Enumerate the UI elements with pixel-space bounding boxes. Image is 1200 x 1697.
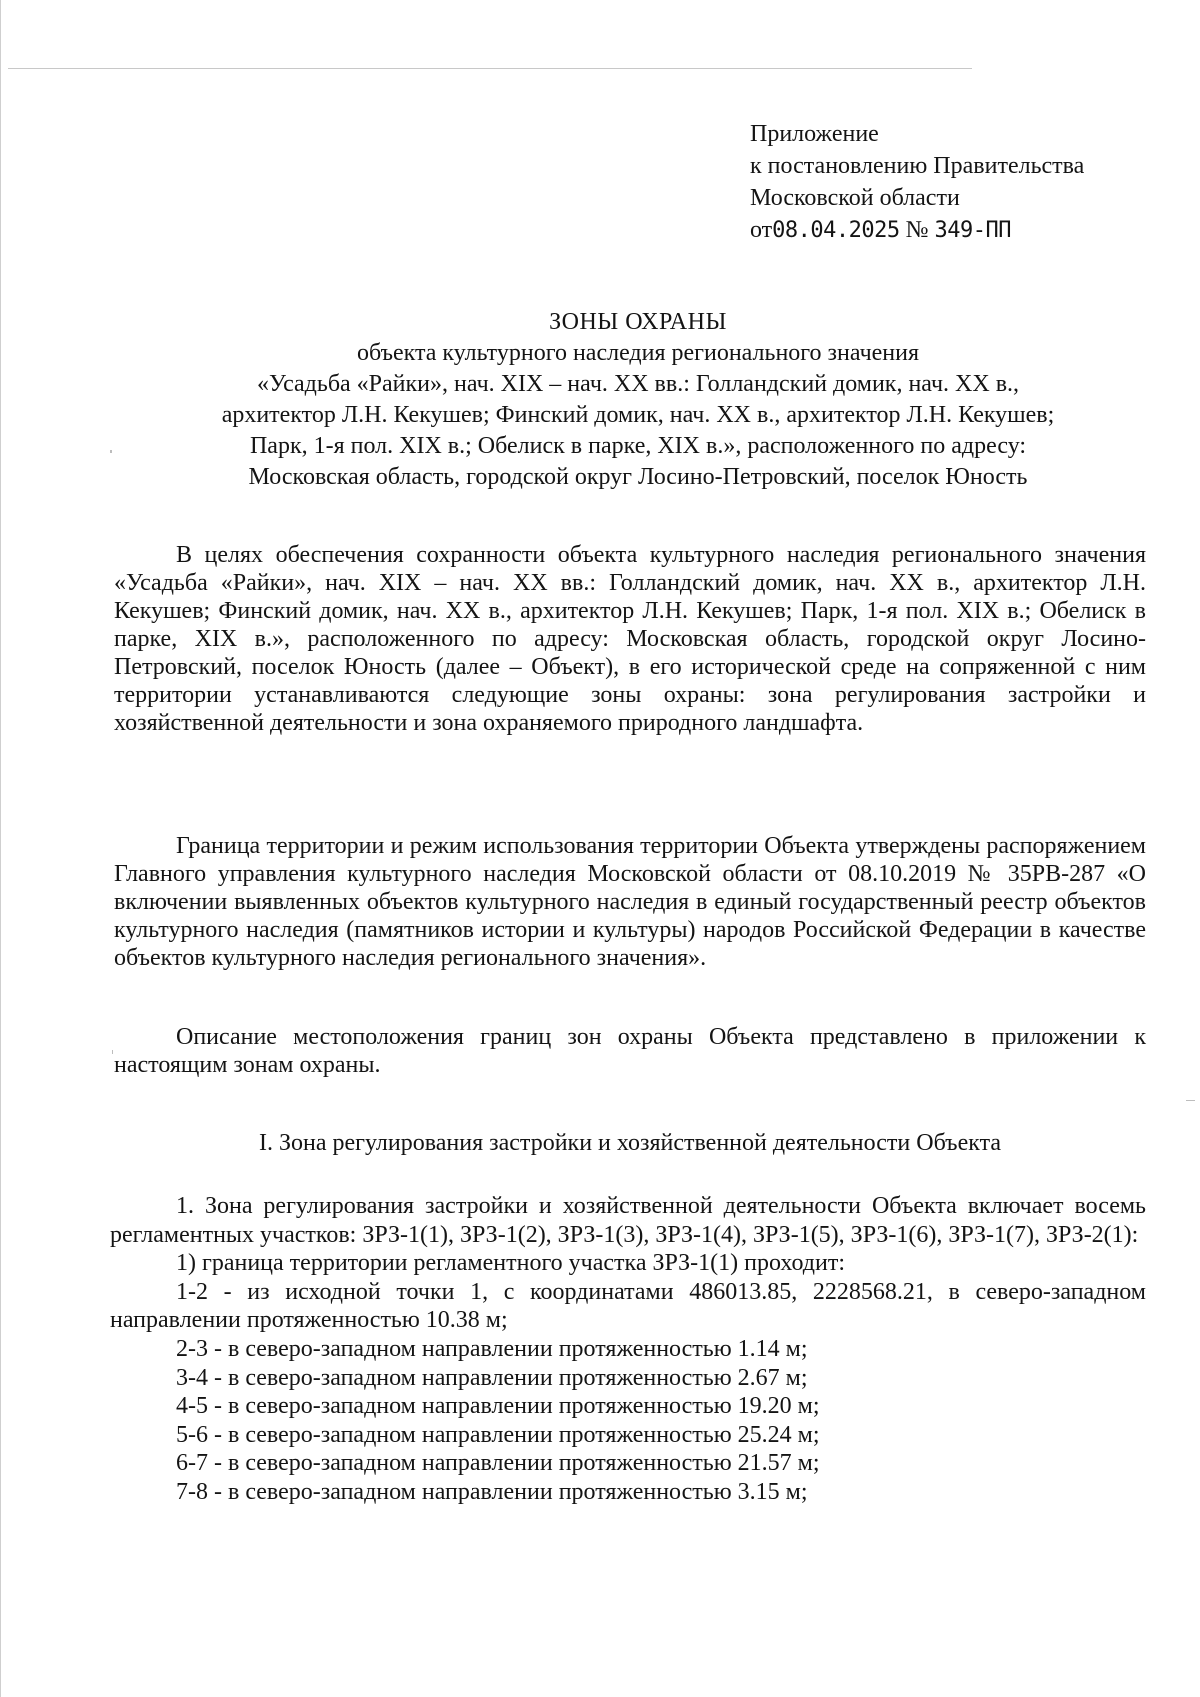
appendix-date-line bbox=[750, 214, 1084, 247]
description-paragraph bbox=[114, 1023, 1146, 1079]
clause: 1. Зона регулирования застройки и хозяйственной деятельности Объекта включает восемь регламентных участков: ЗРЗ-1(1), ЗРЗ-1(2), ЗРЗ-1(3), ЗРЗ-1(4), ЗРЗ-1(5), ЗРЗ-1(6), ЗРЗ-1(7), ЗРЗ-2(1): bbox=[110, 1193, 1146, 1248]
title-line: архитектор Л.Н. Кекушев; Финский домик, нач. XX в., архитектор Л.Н. Кекушев; bbox=[221, 402, 1055, 428]
appendix-resolution-line: к постановлению Правительства bbox=[750, 153, 1085, 179]
boundary-paragraph bbox=[114, 832, 1146, 972]
appendix-header bbox=[750, 118, 1084, 247]
title-line: Московская область, городской округ Лосино-Петровский, поселок Юность bbox=[248, 464, 1028, 490]
clause: 5-6 - в северо-западном направлении протяженностью 25.24 м; bbox=[176, 1421, 820, 1448]
date-prefix: от bbox=[750, 217, 773, 243]
header-rule bbox=[8, 68, 972, 69]
scan-speck bbox=[1186, 1100, 1195, 1101]
document-title bbox=[140, 307, 1136, 493]
title-line: объекта культурного наследия регионального значения bbox=[356, 340, 920, 366]
scan-speck bbox=[112, 1050, 113, 1054]
appendix-label: Приложение bbox=[750, 121, 879, 147]
clause: 6-7 - в северо-западном направлении протяженностью 21.57 м; bbox=[176, 1450, 820, 1477]
clause-list bbox=[110, 1192, 1146, 1507]
number-sign: № bbox=[905, 217, 929, 243]
clause: 4-5 - в северо-западном направлении протяженностью 19.20 м; bbox=[176, 1393, 820, 1420]
clause: 3-4 - в северо-западном направлении протяженностью 2.67 м; bbox=[176, 1364, 808, 1391]
resolution-number: 349-ПП bbox=[934, 218, 1012, 243]
clause: 1-2 - из исходной точки 1, с координатами 486013.85, 2228568.21, в северо-западном направлении протяженностью 10.38 м; bbox=[110, 1278, 1146, 1334]
title-line: «Усадьба «Райки», нач. XIX – нач. XX вв.: Голландский домик, нач. XX в., bbox=[256, 371, 1020, 397]
clause: 7-8 - в северо-западном направлении протяженностью 3.15 м; bbox=[176, 1478, 808, 1505]
appendix-region-line: Московской области bbox=[750, 185, 960, 211]
paragraph-text: Описание местоположения границ зон охраны Объекта представлено в приложении к настоящим зонам охраны. bbox=[114, 1024, 1146, 1078]
scan-edge-line bbox=[0, 0, 1, 1697]
scan-speck bbox=[110, 450, 112, 453]
paragraph-text: Граница территории и режим использования территории Объекта утверждены распоряжением Главного управления культурного наследия Московской области от 08.10.2019 № 35РВ-287 «О включении выявленных объектов культурного наследия в единый государственный реестр объектов культурного наследия (памятников истории и культуры) народов Российской Федерации в качестве объектов культурного наследия регионального значения». bbox=[114, 833, 1146, 971]
resolution-date: 08.04.2025 bbox=[772, 218, 900, 243]
clause: 1) граница территории регламентного участка ЗРЗ-1(1) проходит: bbox=[176, 1250, 846, 1277]
intro-paragraph bbox=[114, 541, 1146, 737]
paragraph-text: В целях обеспечения сохранности объекта культурного наследия регионального значения «Усадьба «Райки», нач. XIX – нач. XX вв.: Голландский домик, нач. XX в., архитектор Л.Н. Кекушев; Финский домик, нач. XX в., архитектор Л.Н. Кекушев; Парк, 1-я пол. XIX в.; Обелиск в парке, XIX в.», расположенного по адресу: Московская область, городской округ Лосино-Петровский, поселок Юность (далее – Объект), в его исторической среде на сопряженной с ним территории устанавливаются следующие зоны охраны: зона регулирования застройки и хозяйственной деятельности и зона охраняемого природного ландшафта. bbox=[114, 542, 1146, 736]
section-heading: I. Зона регулирования застройки и хозяйственной деятельности Объекта bbox=[258, 1130, 1002, 1156]
title-main: ЗОНЫ ОХРАНЫ bbox=[549, 309, 727, 335]
clause: 2-3 - в северо-западном направлении протяженностью 1.14 м; bbox=[176, 1335, 808, 1362]
title-line: Парк, 1-я пол. XIX в.; Обелиск в парке, XIX в.», расположенного по адресу: bbox=[249, 433, 1027, 459]
